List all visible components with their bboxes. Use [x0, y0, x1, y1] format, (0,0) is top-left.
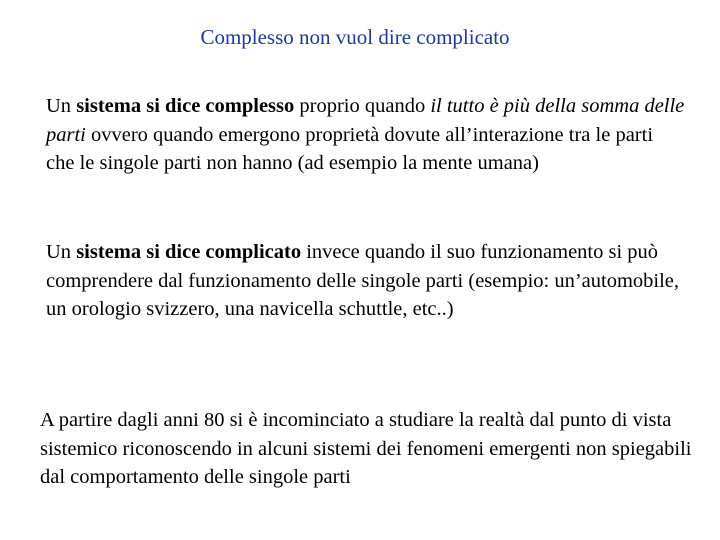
emphasis-tutto: il tutto è più della somma delle parti — [46, 95, 685, 146]
paragraph-complicato-lead: Un — [46, 241, 77, 263]
paragraph-sistemico: A partire dagli anni 80 si è incominciato a studiare la realtà dal punto di vista sistemico riconoscendo in alcuni sistemi dei fenomeni emergenti non spiegabili dal comportamento delle singole parti — [40, 409, 692, 488]
paragraph-complesso-tail: ovvero quando emergono proprietà dovute all’interazione tra le parti che le singole parti non hanno (ad esempio la mente umana) — [46, 123, 654, 174]
term-complicato: sistema si dice complicato — [76, 241, 302, 263]
paragraph-complicato-tail: invece quando il suo funzionamento si può comprendere dal funzionamento delle singole parti (esempio: un’automobile, un orologio svizzero, una navicella schuttle, etc..) — [46, 241, 680, 320]
paragraph-complesso-lead: Un — [46, 95, 77, 117]
paragraph-complesso — [46, 92, 686, 178]
term-complesso: sistema si dice complesso — [76, 95, 295, 117]
paragraph-complesso-mid: proprio quando — [294, 95, 431, 117]
slide-title: Complesso non vuol dire complicato — [200, 25, 510, 49]
paragraph-complicato — [46, 238, 696, 324]
